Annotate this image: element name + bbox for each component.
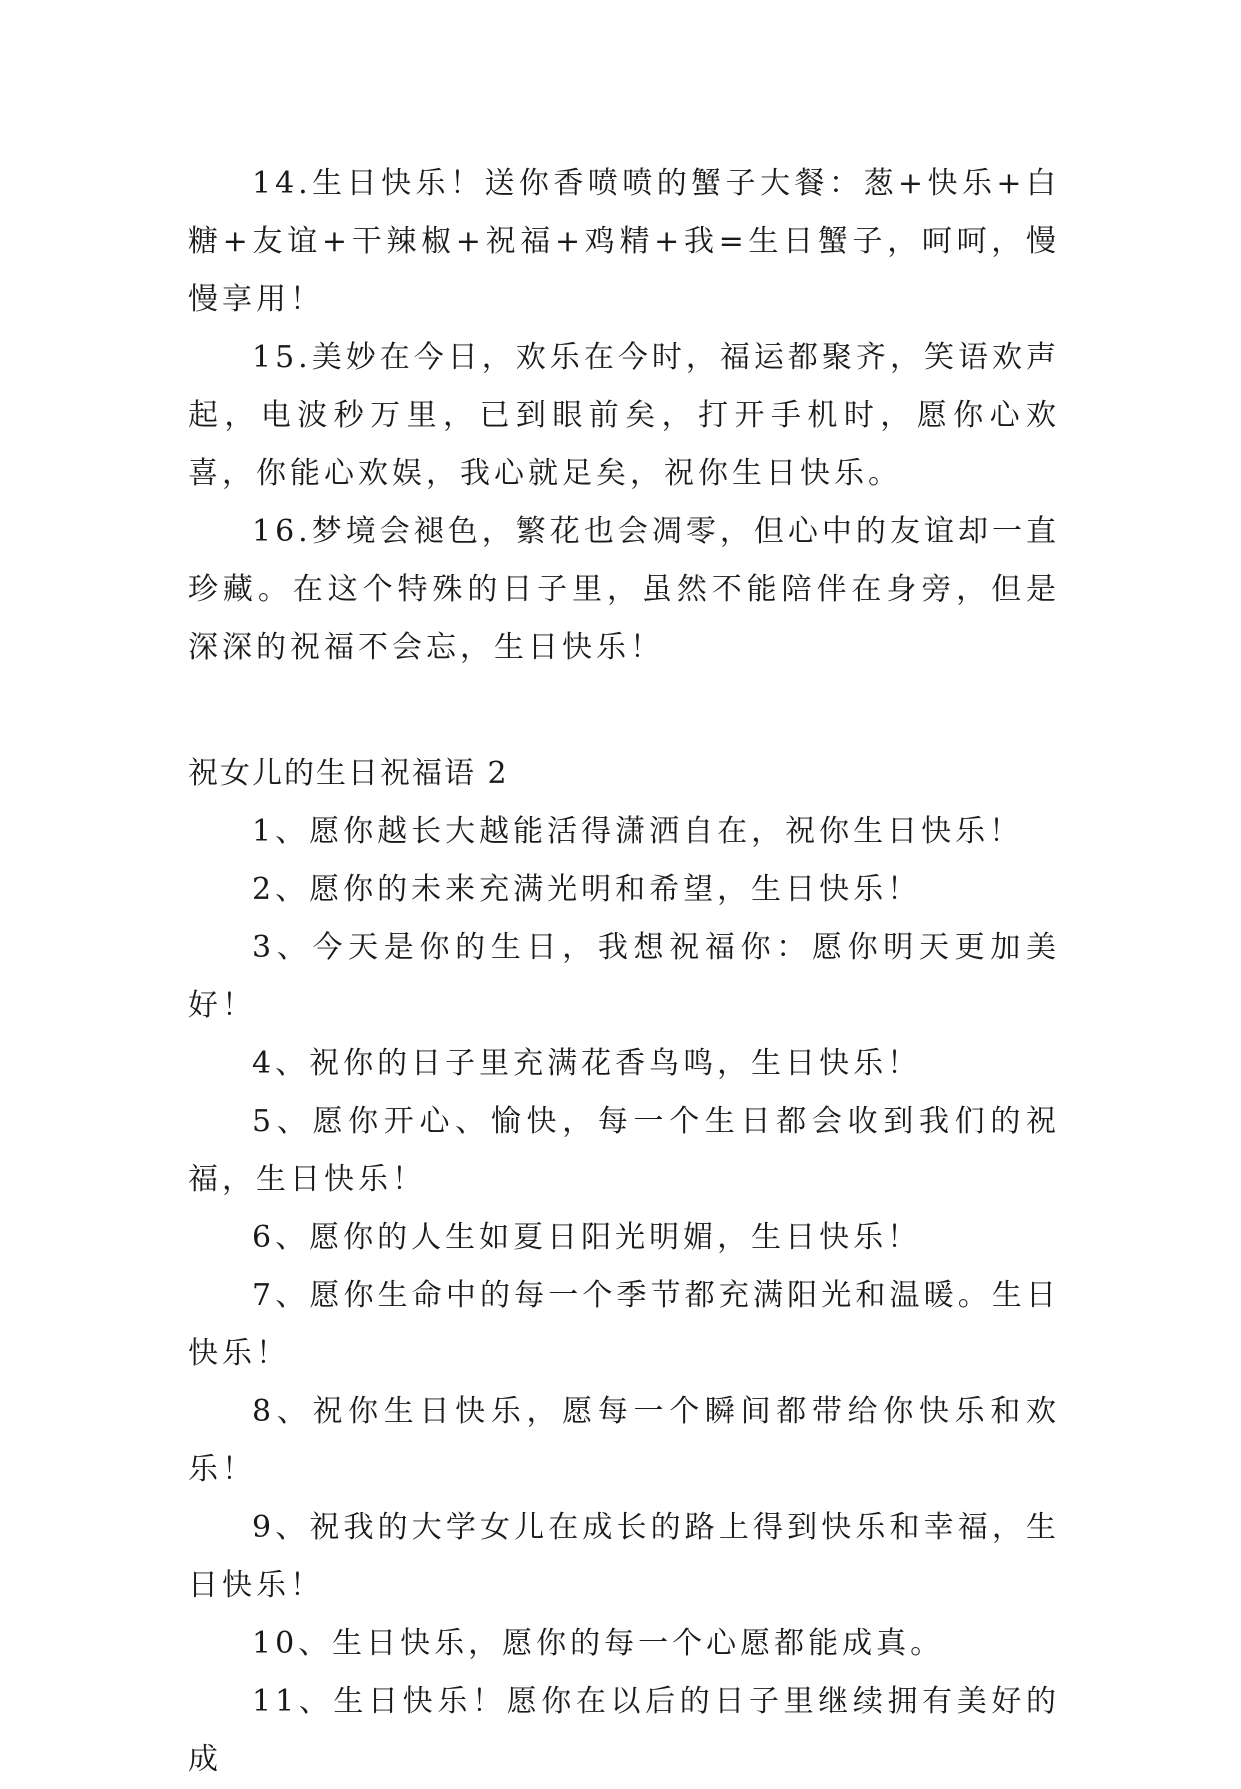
wish-item-6: 6、愿你的人生如夏日阳光明媚，生日快乐！ <box>252 1220 922 1255</box>
wish-item-7: 7、愿你生命中的每一个季节都充满阳光和温暖。生日快乐！ <box>188 1278 1060 1371</box>
wish-item-5: 5、愿你开心、愉快，每一个生日都会收到我们的祝福，生日快乐！ <box>188 1104 1060 1197</box>
document-body <box>188 155 1060 1789</box>
wish-item-2: 2、愿你的未来充满光明和希望，生日快乐！ <box>252 872 922 907</box>
wish-item-10: 10、生日快乐，愿你的每一个心愿都能成真。 <box>252 1626 945 1661</box>
section-heading: 祝女儿的生日祝福语 2 <box>188 756 509 791</box>
wish-item-4: 4、祝你的日子里充满花香鸟鸣，生日快乐！ <box>252 1046 922 1081</box>
wish-item-9: 9、祝我的大学女儿在成长的路上得到快乐和幸福，生日快乐！ <box>188 1510 1060 1603</box>
wish-item-1: 1、愿你越长大越能活得潇洒自在，祝你生日快乐！ <box>252 814 1024 849</box>
paragraph-14: 14.生日快乐！送你香喷喷的蟹子大餐：葱+快乐+白糖+友谊+干辣椒+祝福+鸡精+我=生日蟹子，呵呵，慢慢享用！ <box>188 166 1060 317</box>
wish-item-8: 8、祝你生日快乐，愿每一个瞬间都带给你快乐和欢乐！ <box>188 1394 1060 1487</box>
wish-item-3: 3、今天是你的生日，我想祝福你：愿你明天更加美好！ <box>188 930 1060 1023</box>
paragraph-16: 16.梦境会褪色，繁花也会凋零，但心中的友谊却一直珍藏。在这个特殊的日子里，虽然不能陪伴在身旁，但是深深的祝福不会忘，生日快乐！ <box>188 514 1060 665</box>
wish-item-11: 11、生日快乐！愿你在以后的日子里继续拥有美好的成 <box>188 1684 1060 1777</box>
paragraph-15: 15.美妙在今日，欢乐在今时，福运都聚齐，笑语欢声起，电波秒万里，已到眼前矣，打开手机时，愿你心欢喜，你能心欢娱，我心就足矣，祝你生日快乐。 <box>188 340 1060 491</box>
